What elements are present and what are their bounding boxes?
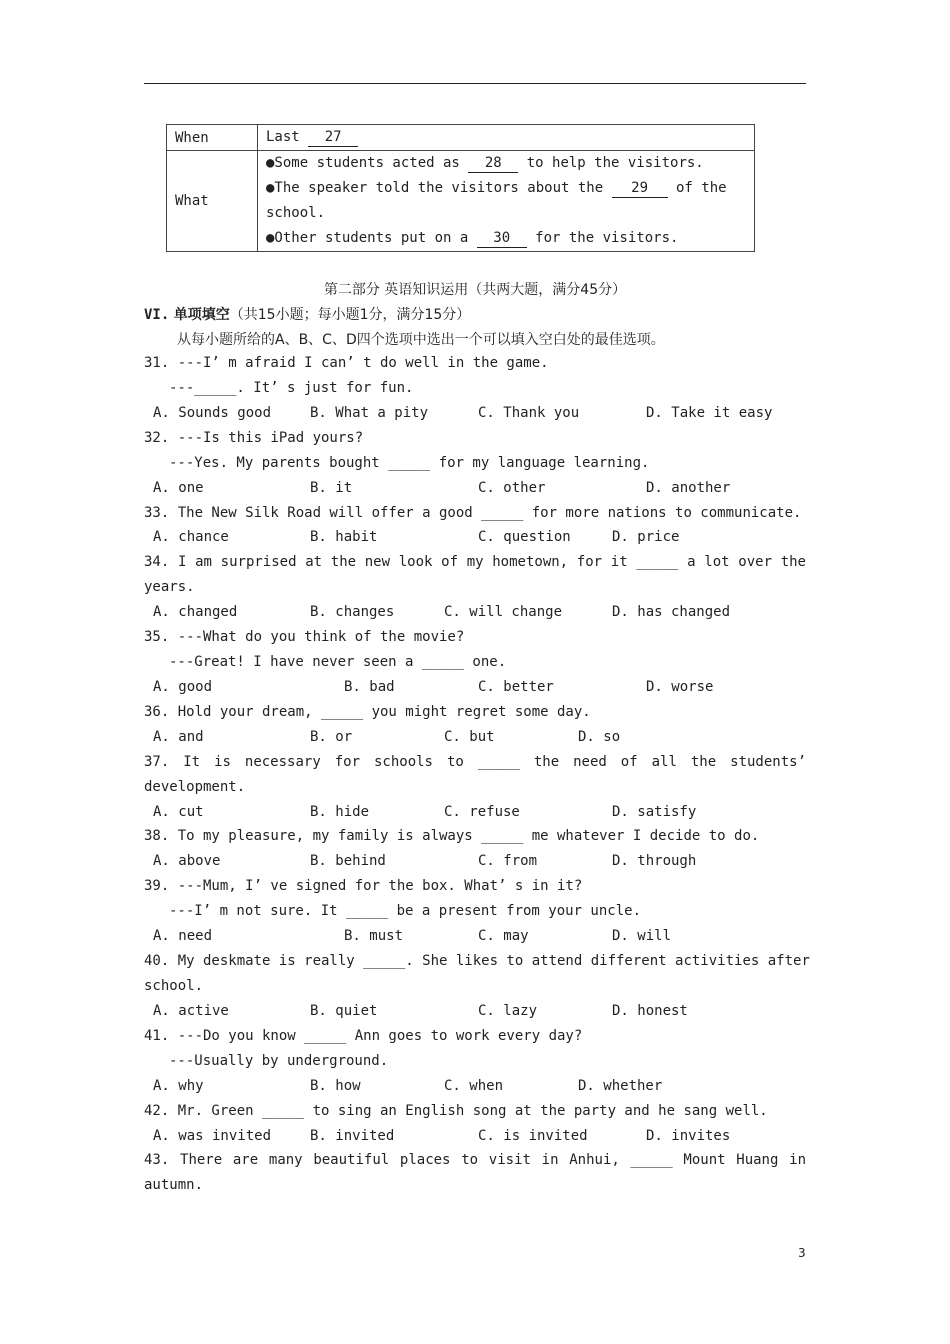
page-number: 3: [798, 1246, 806, 1260]
option-a: A. and: [153, 728, 204, 745]
question-line: years.: [144, 579, 195, 596]
question-line: 33. The New Silk Road will offer a good _____ for more nations to communicate.: [144, 504, 802, 521]
row-label: What: [167, 151, 258, 252]
question-line: 40. My deskmate is really _____. She likes to attend different activities after: [144, 953, 810, 970]
option-b: B. habit: [310, 529, 378, 546]
option-b: B. behind: [310, 853, 386, 870]
question-line: 39. ---Mum, I’ ve signed for the box. What’ s in it?: [144, 878, 583, 895]
question-line: ---Usually by underground.: [169, 1052, 389, 1069]
option-b: B. it: [310, 479, 353, 496]
options-row: [144, 525, 806, 550]
option-c: C. will change: [444, 604, 563, 621]
answer-blank: 28: [468, 154, 518, 173]
table-line: ●The speaker told the visitors about the 29 of the: [266, 180, 727, 196]
option-a: A. good: [153, 678, 213, 695]
option-c: C. Thank you: [478, 404, 580, 421]
table-row: [167, 151, 755, 252]
part-detail: （共15小题；每小题1分，满分15分）: [229, 307, 471, 323]
option-a: A. need: [153, 928, 213, 945]
question-line: ---Yes. My parents bought _____ for my language learning.: [169, 454, 650, 471]
question-line: ---I’ m not sure. It _____ be a present from your uncle.: [169, 903, 642, 920]
options-row: [144, 849, 806, 874]
option-d: D. satisfy: [612, 803, 697, 820]
option-b: B. changes: [310, 604, 395, 621]
table-line: ●Some students acted as 28 to help the visitors.: [266, 155, 704, 171]
option-c: C. lazy: [478, 1002, 538, 1019]
option-a: A. above: [153, 853, 221, 870]
option-c: C. refuse: [444, 803, 520, 820]
option-d: D. through: [612, 853, 697, 870]
option-a: A. was invited: [153, 1127, 272, 1144]
option-d: D. will: [612, 928, 672, 945]
option-a: A. chance: [153, 529, 229, 546]
options-row: [144, 401, 806, 426]
question-line: 36. Hold your dream, _____ you might regret some day.: [144, 703, 591, 720]
options-row: [144, 675, 806, 700]
row-content: [258, 125, 755, 151]
question-line: 38. To my pleasure, my family is always _____ me whatever I decide to do.: [144, 828, 760, 845]
options-row: [144, 600, 806, 625]
question-line: autumn.: [144, 1177, 204, 1194]
answer-blank: 30: [477, 229, 527, 248]
part-instruction: 从每小题所给的A、B、C、D四个选项中选出一个可以填入空白处的最佳选项。: [177, 332, 665, 348]
option-a: A. changed: [153, 604, 238, 621]
question-line: development.: [144, 778, 246, 795]
header-rule: [144, 83, 806, 84]
option-d: D. worse: [646, 678, 714, 695]
option-d: D. invites: [646, 1127, 731, 1144]
question-line: 31. ---I’ m afraid I can’ t do well in the game.: [144, 355, 549, 371]
option-a: A. one: [153, 479, 204, 496]
listening-notes-table: [166, 124, 755, 252]
question-line: 32. ---Is this iPad yours?: [144, 429, 364, 446]
option-c: C. from: [478, 853, 538, 870]
option-c: C. but: [444, 728, 495, 745]
answer-blank: 27: [308, 128, 358, 147]
question-line: ---_____. It’ s just for fun.: [169, 379, 414, 396]
option-c: C. is invited: [478, 1127, 588, 1144]
option-c: C. other: [478, 479, 546, 496]
part-heading: [144, 304, 470, 324]
question-line: 41. ---Do you know _____ Ann goes to work every day?: [144, 1027, 583, 1044]
option-b: B. how: [310, 1077, 361, 1094]
option-b: B. or: [310, 728, 353, 745]
option-c: C. question: [478, 529, 571, 546]
option-d: D. so: [578, 728, 621, 745]
option-a: A. cut: [153, 803, 204, 820]
option-a: A. Sounds good: [153, 404, 272, 421]
question-line: ---Great! I have never seen a _____ one.: [169, 654, 507, 671]
question-line: 43. There are many beautiful places to visit in Anhui, _____ Mount Huang in: [144, 1152, 806, 1169]
table-line: Last 27: [266, 125, 754, 150]
option-b: B. What a pity: [310, 404, 429, 421]
option-c: C. better: [478, 678, 554, 695]
option-c: C. when: [444, 1077, 504, 1094]
options-row: [144, 1124, 806, 1149]
option-b: B. must: [344, 928, 404, 945]
option-c: C. may: [478, 928, 529, 945]
options-row: [144, 1074, 806, 1099]
table-line: school.: [266, 205, 326, 221]
option-b: B. hide: [310, 803, 370, 820]
options-row: [144, 999, 806, 1024]
option-a: A. why: [153, 1077, 204, 1094]
option-d: D. has changed: [612, 604, 731, 621]
table-line: ●Other students put on a 30 for the visitors.: [266, 230, 679, 246]
option-b: B. quiet: [310, 1002, 378, 1019]
option-d: D. whether: [578, 1077, 663, 1094]
options-row: [144, 476, 806, 501]
section-title: 第二部分 英语知识运用（共两大题，满分45分）: [323, 282, 627, 298]
question-line: 42. Mr. Green _____ to sing an English song at the party and he sang well.: [144, 1102, 768, 1119]
row-content: [258, 151, 755, 252]
option-b: B. invited: [310, 1127, 395, 1144]
question-line: 35. ---What do you think of the movie?: [144, 629, 465, 646]
option-d: D. price: [612, 529, 680, 546]
answer-blank: 29: [612, 179, 668, 198]
option-d: D. honest: [612, 1002, 688, 1019]
question-line: 34. I am surprised at the new look of my hometown, for it _____ a lot over the: [144, 554, 806, 571]
question-line: 37. It is necessary for schools to _____ the need of all the students’: [144, 753, 806, 770]
part-number: VI.: [144, 307, 170, 323]
option-a: A. active: [153, 1002, 229, 1019]
option-d: D. another: [646, 479, 731, 496]
option-d: D. Take it easy: [646, 404, 773, 421]
options-row: [144, 725, 806, 750]
options-row: [144, 924, 806, 949]
part-name: 单项填空: [173, 307, 230, 323]
option-b: B. bad: [344, 678, 395, 695]
row-label: When: [167, 125, 258, 151]
table-row: [167, 125, 755, 151]
options-row: [144, 800, 806, 825]
question-line: school.: [144, 978, 204, 994]
